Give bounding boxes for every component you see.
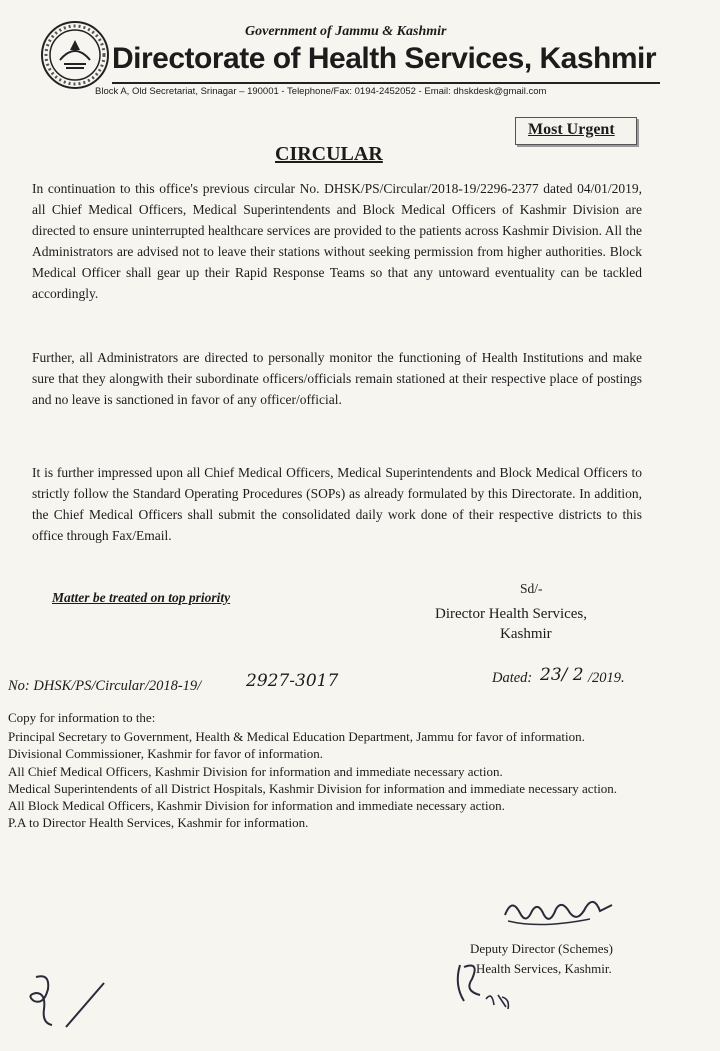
list-item: All Block Medical Officers, Kashmir Division for information and immediate necessary action. xyxy=(8,798,505,814)
date-label: Dated: xyxy=(492,670,533,686)
list-item: P.A to Director Health Services, Kashmir for information. xyxy=(8,815,309,831)
copy-recipient-list xyxy=(8,728,648,832)
list-item: Divisional Commissioner, Kashmir for favor of information. xyxy=(8,746,324,762)
initials-scribble-icon xyxy=(450,955,520,1015)
margin-scribble-icon xyxy=(22,965,112,1035)
signatory-location: Kashmir xyxy=(500,626,552,642)
department-name: Directorate of Health Services, Kashmir xyxy=(112,42,657,75)
list-item: Medical Superintendents of all District Hospitals, Kashmir Division for information and immediate necessary action. xyxy=(8,780,618,796)
body-paragraph-2: Further, all Administrators are directed to personally monitor the functioning of Health Institutions and make sure that they alongwith their subordinate officers/officials remain stationed at their respective place of postings and no leave is sanctioned in favor of any officer/official. xyxy=(32,350,642,407)
reference-number-label: No: DHSK/PS/Circular/2018-19/ xyxy=(8,678,202,694)
body-paragraph-1: In continuation to this office's previous circular No. DHSK/PS/Circular/2018-19/2296-2377 dated 04/01/2019, all Chief Medical Officers, Medical Superintendents and Block Medical Officers of Kashmir Division are directed to ensure uninterrupted healthcare services are provided to the patients across Kashmir Division. All the Administrators are advised not to leave their stations without seeking permission from higher authorities. Block Medical Officer shall gear up their Rapid Response Teams so that any untoward eventuality can be tackled accordingly. xyxy=(32,181,642,301)
letterhead-divider xyxy=(112,82,660,84)
list-item: All Chief Medical Officers, Kashmir Division for information and immediate necessary action. xyxy=(8,763,503,779)
document-title: CIRCULAR xyxy=(275,143,383,165)
government-emblem-icon xyxy=(40,20,110,90)
office-address: Block A, Old Secretariat, Srinagar – 190001 - Telephone/Fax: 0194-2452052 - Email: dhskdesk@gmail.com xyxy=(95,86,547,97)
list-item: Principal Secretary to Government, Health & Medical Education Department, Jammu for favor of information. xyxy=(8,729,585,744)
reference-number-handwritten: 2927-3017 xyxy=(246,671,339,691)
urgency-stamp: Most Urgent xyxy=(528,121,615,138)
signatory-designation: Director Health Services, xyxy=(435,606,588,622)
body-paragraph-3: It is further impressed upon all Chief Medical Officers, Medical Superintendents and Block Medical Officers to strictly follow the Standard Operating Procedures (SOPs) as already formulated by this Directorate. In addition, the Chief Medical Officers shall submit the consolidated daily work done of their respective districts to this office through Fax/Email. xyxy=(32,465,642,543)
deputy-signature-icon xyxy=(500,885,620,935)
signed-mark: Sd/- xyxy=(520,581,543,596)
copy-heading: Copy for information to the: xyxy=(8,710,156,725)
deputy-office: Health Services, Kashmir. xyxy=(476,961,612,976)
date-handwritten: 23/ 2 xyxy=(540,665,584,685)
date-year: /2019. xyxy=(588,670,625,686)
government-name: Government of Jammu & Kashmir xyxy=(245,24,447,39)
priority-note: Matter be treated on top priority xyxy=(52,590,231,605)
deputy-designation: Deputy Director (Schemes) xyxy=(470,941,613,956)
